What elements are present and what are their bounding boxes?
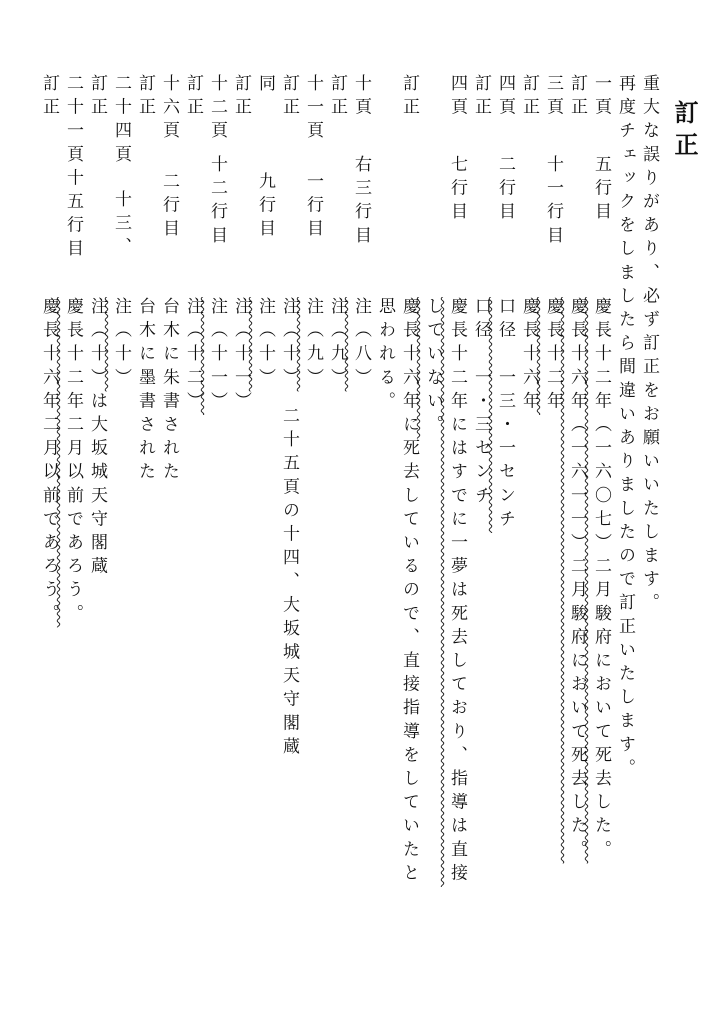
correction-text: 慶長十六年 [519,297,539,415]
correction-position: 十三、 [111,190,131,261]
correction-text: していない。 [423,297,443,439]
correction-text: 慶長十二年二月以前であろう。 [63,297,83,628]
correction-text: 台木に墨書された [135,297,155,486]
correction-label: 訂正 [279,74,299,122]
correction-label: 訂正 [327,74,347,122]
correction-label: 訂正 [471,74,491,122]
correction-text: 慶長十二年（一六〇七）二月駿府において死去した。 [591,297,611,864]
correction-text: 慶長十六年に死去しているので、直接指導をしていたと [399,297,419,887]
correction-text: 注（十）は大坂城天守閣蔵 [87,297,107,581]
correction-text: 口径 一・三センチ [471,297,491,510]
correction-text: 慶長十六年二月以前であろう。 [39,297,59,628]
correction-position: 右三行目 [351,155,371,250]
correction-position: 二行目 [159,172,179,243]
correction-label: 訂正 [519,74,539,122]
correction-label: 四頁 [447,74,467,122]
correction-label: 訂正 [567,74,587,122]
correction-label: 四頁 [495,74,515,122]
correction-label: 十一頁 [303,74,323,145]
correction-text: 慶長十六年（一六一一）二月駿府において死去した。 [567,297,587,864]
correction-position: 十一行目 [543,155,563,250]
correction-text: 注（九） [303,297,323,392]
correction-text: 注（十） [111,297,131,392]
correction-position: 十二行目 [207,155,227,250]
correction-label: 訂正 [399,74,419,122]
correction-text: 慶長十二年 [543,297,563,415]
correction-text: 注（十一） [207,297,227,415]
correction-text: 注（十） 二十五頁の十四、大坂城天守閣蔵 [279,297,299,761]
correction-text: 台木に朱書された [159,297,179,486]
correction-label: 十六頁 [159,74,179,145]
correction-position: 七行目 [447,155,467,226]
correction-position: 一行目 [303,172,323,243]
correction-label: 二十一頁十五行目 [63,74,83,263]
intro-line: 再度チェックをしましたら間違いありましたので訂正いたします。 [615,74,635,782]
correction-label: 十二頁 [207,74,227,145]
correction-text: 注（十二） [183,297,203,415]
correction-text: 注（八） [351,297,371,392]
correction-label: 訂正 [231,74,251,122]
correction-label: 三頁 [543,74,563,122]
intro-line: 重大な誤りがあり、必ず訂正をお願いいたします。 [639,74,659,617]
correction-label: 訂正 [135,74,155,122]
correction-text: 口径 一三・一センチ [495,297,515,533]
correction-label: 訂正 [183,74,203,122]
correction-label: 二十四頁 [111,74,131,169]
correction-label: 訂正 [87,74,107,122]
correction-label: 十頁 [351,74,371,122]
correction-label: 同 [255,74,275,98]
correction-text: 思われる。 [375,297,395,415]
correction-label: 訂正 [39,74,59,122]
correction-text: 注（十） [255,297,275,392]
correction-text: 注（九） [327,297,347,392]
page-title: 訂正 [670,100,699,164]
correction-position: 九行目 [255,172,275,243]
correction-text: 注（十一） [231,297,251,415]
correction-position: 五行目 [591,155,611,226]
correction-label: 一頁 [591,74,611,122]
correction-position: 二行目 [495,155,515,226]
correction-text: 慶長十二年にはすでに一夢は死去しており、指導は直接 [447,297,467,887]
